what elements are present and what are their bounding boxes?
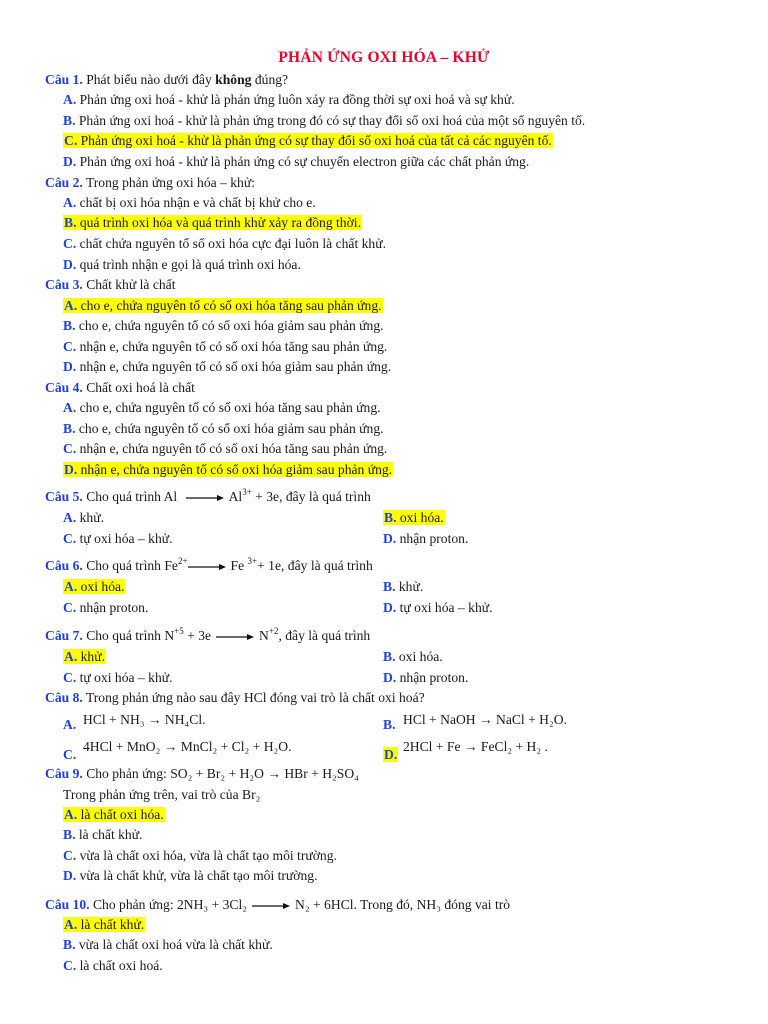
- question-stem-end: đúng?: [254, 72, 289, 87]
- option-letter: D.: [384, 747, 398, 762]
- option-text: oxi hóa.: [398, 649, 443, 664]
- option-text: cho e, chứa nguyên tố có số oxi hóa giảm sau phản ứng.: [78, 318, 384, 333]
- question-stem-emphasis: không: [215, 72, 252, 87]
- option-text: oxi hóa.: [399, 510, 444, 525]
- option-2a[interactable]: [63, 194, 316, 211]
- charge: 2+: [177, 556, 188, 566]
- product: N: [259, 628, 269, 643]
- option-text: tự oxi hóa – khử.: [399, 600, 493, 615]
- option-text: nhận e, chứa nguyên tố có số oxi hóa tăng sau phản ứng.: [79, 339, 388, 354]
- option-text: vừa là chất oxi hóa, vừa là chất tạo môi trường.: [79, 848, 337, 863]
- question-label: Câu 1.: [45, 72, 83, 87]
- option-letter: D.: [383, 531, 397, 546]
- option-letter: D.: [63, 257, 77, 272]
- option-7c[interactable]: [63, 669, 173, 686]
- question-label: Câu 4.: [45, 380, 83, 395]
- option-letter: D.: [383, 670, 397, 685]
- option-text: khử.: [79, 510, 104, 525]
- option-letter: C.: [63, 531, 77, 546]
- option-letter: D.: [63, 868, 77, 883]
- option-letter: A.: [64, 298, 78, 313]
- option-6b[interactable]: [383, 578, 423, 595]
- option-4c[interactable]: [63, 440, 387, 457]
- question-9-substem: Trong phản ứng trên, vai trò của Br₂: [63, 787, 261, 802]
- option-letter: B.: [64, 215, 77, 230]
- option-6d[interactable]: [383, 599, 493, 616]
- question-stem: Cho quá trình N: [86, 628, 175, 643]
- option-1d[interactable]: [63, 153, 529, 170]
- option-3c[interactable]: [63, 338, 387, 355]
- arrow-right-icon: [216, 633, 254, 641]
- equation-8c: 4HCl + MnO₂ → MnCl₂ + Cl₂ + H₂O.: [83, 739, 292, 754]
- option-letter: B.: [383, 579, 396, 594]
- question-label: Câu 7.: [45, 628, 83, 643]
- question-label: Câu 9.: [45, 766, 83, 781]
- charge: +5: [174, 626, 184, 636]
- answer-highlight: [383, 510, 445, 525]
- question-stem: Trong phản ứng oxi hóa – khử:: [85, 175, 255, 190]
- option-text: Phản ứng oxi hoá - khử là phản ứng trong đó có sự thay đổi số oxi hoá của một số nguyên tố.: [78, 113, 586, 128]
- option-7a[interactable]: [63, 648, 106, 665]
- option-letter: B.: [63, 113, 76, 128]
- option-9b[interactable]: [63, 826, 142, 843]
- question-stem-end: , đây là quá trình: [278, 628, 371, 643]
- option-text: là chất oxi hoá.: [79, 958, 163, 973]
- option-letter: B.: [63, 827, 76, 842]
- option-4d[interactable]: [63, 461, 393, 478]
- option-3a[interactable]: [63, 297, 383, 314]
- option-text: quá trình oxi hóa và quá trình khử xảy ra đồng thời.: [79, 215, 361, 230]
- equation-8a: HCl + NH₃ → NH₄Cl.: [83, 712, 206, 727]
- option-letter: B.: [384, 510, 397, 525]
- option-8a[interactable]: [63, 716, 76, 733]
- option-text: chất bị oxi hóa nhận e và chất bị khử cho e.: [79, 195, 316, 210]
- option-letter: A.: [63, 92, 77, 107]
- question-3: [45, 276, 175, 293]
- option-text: nhận proton.: [399, 531, 469, 546]
- option-text: vừa là chất oxi hoá vừa là chất khử.: [78, 937, 273, 952]
- question-stem: Cho phản ứng: 2NH₃ + 3Cl₂: [92, 897, 248, 912]
- option-text: nhận e, chứa nguyên tố có số oxi hóa giảm sau phản ứng.: [79, 359, 392, 374]
- option-6a[interactable]: [63, 578, 125, 595]
- page-title: PHẢN ỨNG OXI HÓA – KHỬ: [278, 49, 490, 66]
- option-letter: D.: [63, 359, 77, 374]
- equation-8b: HCl + NaOH → NaCl + H₂O.: [403, 712, 567, 727]
- option-5a[interactable]: [63, 509, 104, 526]
- option-text: nhận e, chứa nguyên tố có số oxi hóa tăng sau phản ứng.: [79, 441, 388, 456]
- option-8c[interactable]: [63, 746, 76, 763]
- option-letter: C.: [63, 339, 77, 354]
- option-letter: C.: [63, 600, 77, 615]
- question-label: Câu 2.: [45, 175, 83, 190]
- option-2b[interactable]: [63, 214, 362, 231]
- option-text: quá trình nhận e gọi là quá trình oxi hóa.: [79, 257, 301, 272]
- question-9: [45, 765, 359, 782]
- option-6c[interactable]: [63, 599, 148, 616]
- option-letter: A.: [63, 400, 77, 415]
- question-10: [45, 896, 510, 913]
- arrow-right-icon: [252, 902, 290, 910]
- option-text: chất chứa nguyên tố số oxi hóa cực đại luôn là chất khử.: [79, 236, 386, 251]
- charge: 3+: [242, 487, 252, 497]
- electrons: + 3e: [183, 628, 212, 643]
- answer-highlight: [63, 215, 362, 230]
- answer-highlight: [63, 462, 393, 477]
- charge: +2: [268, 626, 279, 636]
- option-letter: A.: [64, 917, 78, 932]
- option-text: khử.: [398, 579, 424, 594]
- answer-highlight: [63, 649, 106, 664]
- option-letter: A.: [63, 510, 77, 525]
- answer-highlight: [63, 298, 383, 313]
- answer-highlight: [63, 807, 165, 822]
- option-text: nhận proton.: [399, 670, 469, 685]
- question-stem: Phát biểu nào dưới đây: [86, 72, 212, 87]
- option-9c[interactable]: [63, 847, 337, 864]
- option-letter: B.: [383, 649, 396, 664]
- answer-highlight: [63, 917, 145, 932]
- question-stem: Cho quá trình Al: [86, 489, 178, 504]
- product: Al: [228, 489, 243, 504]
- option-text: tự oxi hóa – khử.: [79, 531, 173, 546]
- question-stem: Cho phản ứng: SO₂ + Br₂ + H₂O → HBr + H₂SO₄: [86, 766, 359, 781]
- option-5d[interactable]: [383, 530, 468, 547]
- option-letter: C.: [63, 848, 77, 863]
- option-2c[interactable]: [63, 235, 386, 252]
- option-3d[interactable]: [63, 358, 391, 375]
- option-text: Phản ứng oxi hoá - khử là phản ứng có sự chuyển electron giữa các chất phản ứng.: [79, 154, 530, 169]
- option-text: nhận proton.: [79, 600, 149, 615]
- option-10b[interactable]: [63, 936, 273, 953]
- option-9a[interactable]: [63, 806, 165, 823]
- question-stem-end: N₂ + 6HCl. Trong đó, NH₃ đóng vai trò: [295, 897, 511, 912]
- question-2: [45, 174, 255, 191]
- option-letter: C.: [63, 441, 77, 456]
- option-9d[interactable]: [63, 867, 317, 884]
- option-letter: A.: [64, 807, 78, 822]
- option-3b[interactable]: [63, 317, 384, 334]
- question-stem: Trong phản ứng nào sau đây HCl đóng vai trò là chất oxi hoá?: [85, 690, 425, 705]
- question-label: Câu 8.: [45, 690, 83, 705]
- option-10c[interactable]: [63, 957, 163, 974]
- question-label: Câu 10.: [45, 897, 90, 912]
- equation-8d: 2HCl + Fe → FeCl₂ + H₂ .: [403, 739, 548, 754]
- answer-highlight: [63, 133, 553, 148]
- question-stem-end: + 1e, đây là quá trình: [257, 558, 373, 573]
- option-5c[interactable]: [63, 530, 173, 547]
- charge: 3+: [247, 556, 258, 566]
- answer-highlight: [383, 747, 398, 762]
- option-4a[interactable]: [63, 399, 381, 416]
- option-text: Phản ứng oxi hoá - khử là phản ứng có sự thay đổi số oxi hoá của tất cả các nguyên tố.: [80, 133, 552, 148]
- option-letter: C.: [63, 236, 77, 251]
- option-letter: D.: [63, 154, 77, 169]
- question-1: [45, 71, 288, 88]
- option-letter: C.: [64, 133, 78, 148]
- answer-highlight: [63, 579, 125, 594]
- option-text: nhận e, chứa nguyên tố có số oxi hóa giảm sau phản ứng.: [80, 462, 393, 477]
- option-letter: A.: [64, 579, 78, 594]
- option-5b[interactable]: [383, 509, 445, 526]
- option-letter: A.: [64, 649, 78, 664]
- option-1a[interactable]: [63, 91, 515, 108]
- question-label: Câu 3.: [45, 277, 83, 292]
- option-text: cho e, chứa nguyên tố có số oxi hóa giảm sau phản ứng.: [78, 421, 384, 436]
- option-1c[interactable]: [63, 132, 553, 149]
- option-text: oxi hóa.: [80, 579, 125, 594]
- question-label: Câu 5.: [45, 489, 83, 504]
- option-8d[interactable]: [383, 746, 398, 763]
- option-letter: A.: [63, 717, 77, 732]
- option-7d[interactable]: [383, 669, 468, 686]
- option-letter: B.: [63, 318, 76, 333]
- option-text: tự oxi hóa – khử.: [79, 670, 173, 685]
- question-stem-end: + 3e, đây là quá trình: [251, 489, 371, 504]
- option-2d[interactable]: [63, 256, 301, 273]
- option-letter: C.: [63, 670, 77, 685]
- question-label: Câu 6.: [45, 558, 83, 573]
- arrow-right-icon: [186, 494, 224, 502]
- arrow-right-icon: [188, 563, 226, 571]
- option-text: là chất khử.: [78, 827, 143, 842]
- option-4b[interactable]: [63, 420, 384, 437]
- option-letter: B.: [63, 421, 76, 436]
- option-text: vừa là chất khử, vừa là chất tạo môi trường.: [79, 868, 318, 883]
- question-7: [45, 627, 370, 644]
- option-letter: B.: [63, 937, 76, 952]
- option-text: cho e, chứa nguyên tố có số oxi hóa tăng sau phản ứng.: [80, 298, 382, 313]
- option-letter: D.: [383, 600, 397, 615]
- option-8b[interactable]: [383, 716, 395, 733]
- option-letter: A.: [63, 195, 77, 210]
- question-stem: Cho quá trình Fe: [86, 558, 178, 573]
- option-letter: B.: [383, 717, 396, 732]
- question-stem: Chất oxi hoá là chất: [86, 380, 195, 395]
- option-letter: D.: [64, 462, 78, 477]
- question-5: [45, 488, 371, 505]
- option-letter: C.: [63, 747, 77, 762]
- option-text: khử.: [80, 649, 105, 664]
- option-letter: C.: [63, 958, 77, 973]
- question-8: [45, 689, 425, 706]
- question-stem: Chất khử là chất: [86, 277, 176, 292]
- option-text: là chất khử.: [80, 917, 145, 932]
- question-4: [45, 379, 195, 396]
- option-7b[interactable]: [383, 648, 443, 665]
- option-1b[interactable]: [63, 112, 585, 129]
- question-6: [45, 557, 373, 574]
- option-text: Phản ứng oxi hoá - khử là phản ứng luôn xảy ra đồng thời sự oxi hoá và sự khử.: [79, 92, 515, 107]
- option-10a[interactable]: [63, 916, 145, 933]
- option-text: cho e, chứa nguyên tố có số oxi hóa tăng sau phản ứng.: [79, 400, 381, 415]
- option-text: là chất oxi hóa.: [80, 807, 164, 822]
- product: Fe: [230, 558, 248, 573]
